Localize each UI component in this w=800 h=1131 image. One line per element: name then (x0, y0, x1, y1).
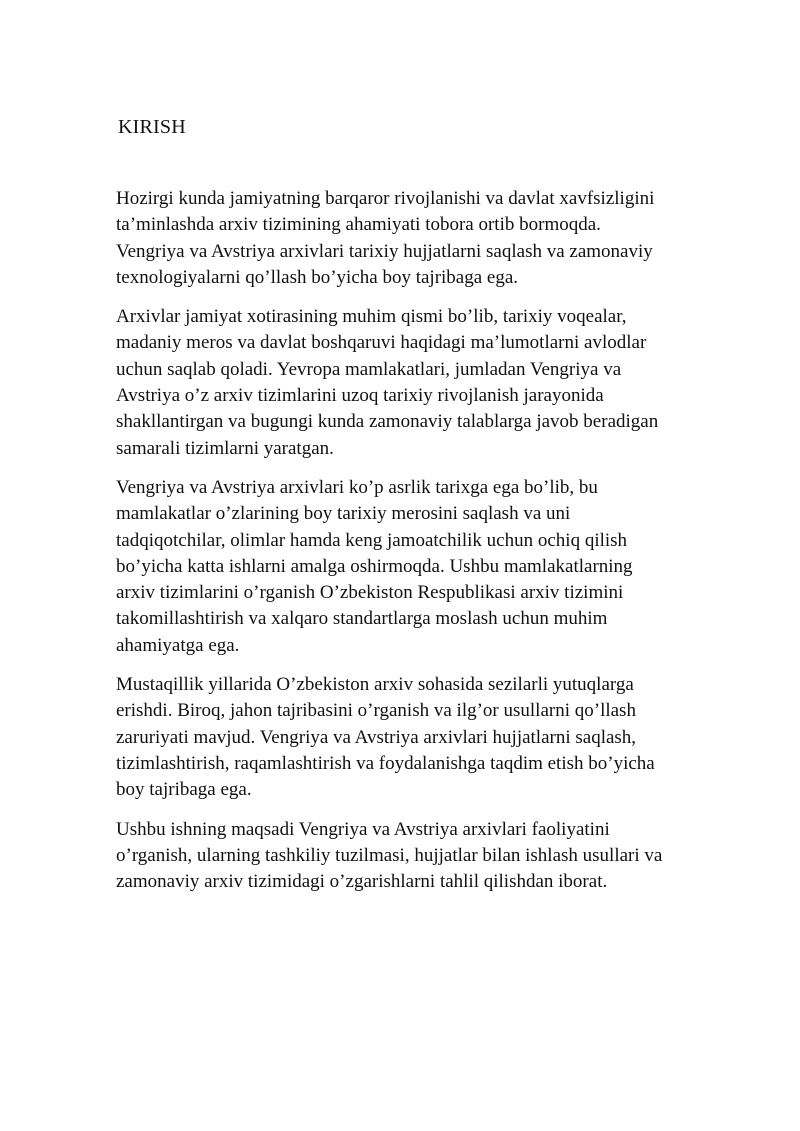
text-line: Arxivlar jamiyat xotirasining muhim qismi bo’lib, tarixiy voqealar, (116, 306, 627, 328)
text-line: samarali tizimlarni yaratgan. (116, 437, 334, 459)
text-line: Avstriya o’z arxiv tizimlarini uzoq tarixiy rivojlanish jarayonida (116, 385, 604, 407)
text-line: o’rganish, ularning tashkiliy tuzilmasi, hujjatlar bilan ishlash usullari va (116, 844, 663, 866)
text-line: madaniy meros va davlat boshqaruvi haqidagi ma’lumotlarni avlodlar (116, 332, 647, 354)
text-line: Vengriya va Avstriya arxivlari ko’p asrlik tarixga ega bo’lib, bu (116, 476, 598, 498)
text-line: boy tajribaga ega. (116, 779, 252, 801)
text-line: shakllantirgan va bugungi kunda zamonaviy talablarga javob beradigan (116, 411, 659, 433)
text-line: zaruriyati mavjud. Vengriya va Avstriya arxivlari hujjatlarni saqlash, (116, 726, 637, 748)
text-line: texnologiyalarni qo’llash bo’yicha boy tajribaga ega. (116, 266, 519, 288)
text-line: zamonaviy arxiv tizimidagi o’zgarishlarni tahlil qilishdan iborat. (116, 871, 608, 893)
text-line: uchun saqlab qoladi. Yevropa mamlakatlari, jumladan Vengriya va (116, 358, 622, 380)
text-line: Hozirgi kunda jamiyatning barqaror rivojlanishi va davlat xavfsizligini (116, 188, 655, 209)
paragraph-1 (116, 186, 742, 291)
text-line: ta’minlashda arxiv tizimining ahamiyati tobora ortib bormoqda. (116, 214, 601, 236)
text-line: tizimlashtirish, raqamlashtirish va foydalanishga taqdim etish bo’yicha (116, 752, 655, 774)
paragraph-3 (116, 475, 742, 659)
text-line: mamlakatlar o’zlarining boy tarixiy merosini saqlash va uni (116, 503, 571, 525)
text-line: Ushbu ishning maqsadi Vengriya va Avstriya arxivlari faoliyatini (116, 818, 610, 840)
text-line: bo’yicha katta ishlarni amalga oshirmoqda. Ushbu mamlakatlarning (116, 555, 633, 577)
text-line: takomillashtirish va xalqaro standartlarga moslash uchun muhim (116, 608, 608, 630)
text-line: tadqiqotchilar, olimlar hamda keng jamoatchilik uchun ochiq qilish (116, 529, 628, 551)
text-line: erishdi. Biroq, jahon tajribasini o’rganish va ilg’or usullarni qo’llash (116, 700, 636, 722)
text-line: ahamiyatga ega. (116, 634, 240, 656)
paragraph-5 (116, 817, 742, 896)
paragraph-2 (116, 304, 742, 462)
text-line: Mustaqillik yillarida O’zbekiston arxiv sohasida sezilarli yutuqlarga (116, 674, 634, 696)
document-body (116, 186, 742, 908)
text-line: arxiv tizimlarini o’rganish O’zbekiston Respublikasi arxiv tizimini (116, 582, 624, 604)
text-line: Vengriya va Avstriya arxivlari tarixiy hujjatlarni saqlash va zamonaviy (116, 240, 653, 262)
section-heading: KIRISH (118, 116, 186, 138)
paragraph-4 (116, 672, 742, 803)
